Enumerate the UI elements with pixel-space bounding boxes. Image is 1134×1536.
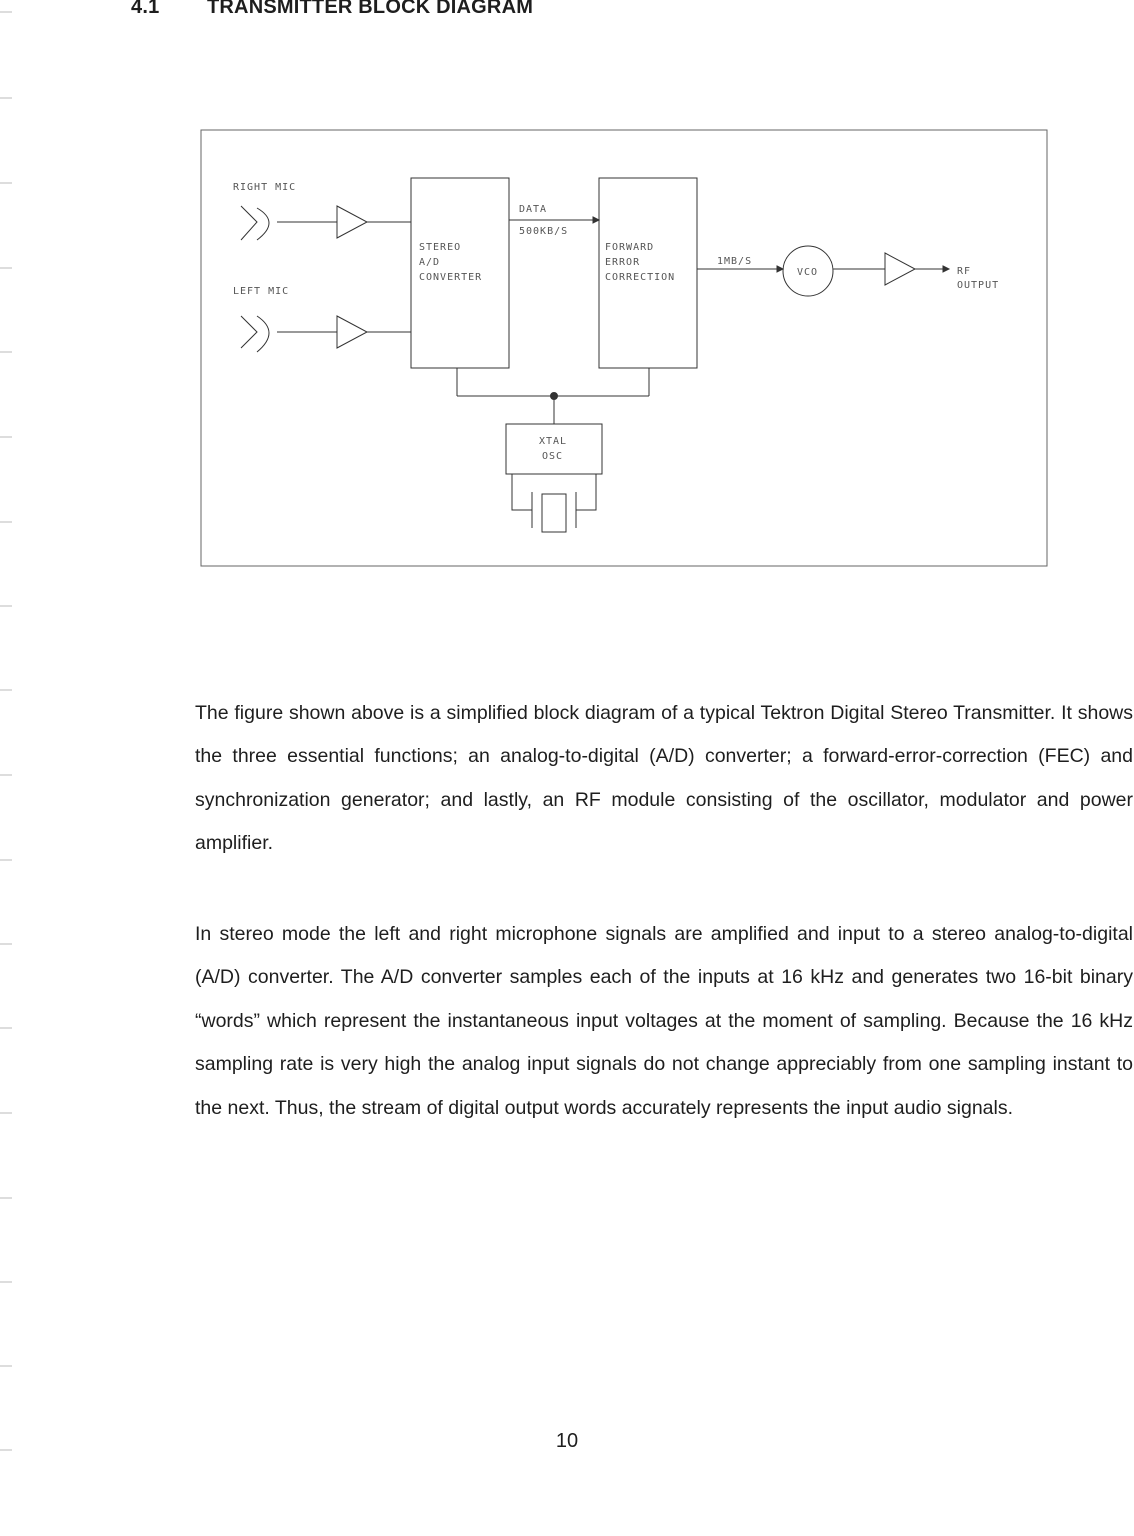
left-mic-label: LEFT MIC — [233, 286, 290, 297]
vco-label: VCO — [797, 267, 819, 278]
section-title: TRANSMITTER BLOCK DIAGRAM — [207, 0, 534, 18]
fec-rate-label: 1MB/S — [717, 256, 753, 267]
fec-label-line3: CORRECTION — [605, 272, 676, 283]
right-mic-label: RIGHT MIC — [233, 182, 297, 193]
diagram-frame — [201, 130, 1047, 566]
block-diagram-svg — [199, 128, 1049, 570]
adc-label-line1: STEREO — [419, 242, 462, 253]
adc-label-line3: CONVERTER — [419, 272, 483, 283]
margin-ticks — [0, 0, 20, 1536]
xtal-label-line2: OSC — [542, 451, 564, 462]
rf-output-label-line2: OUTPUT — [957, 280, 1000, 291]
section-number: 4.1 — [131, 0, 160, 18]
rf-amplifier — [885, 253, 915, 285]
transmitter-block-diagram — [199, 128, 1049, 570]
crystal-symbol — [542, 494, 566, 532]
paragraph-overview: The figure shown above is a simplified block diagram of a typical Tektron Digital Stereo Transmitter. It shows the three essential functions; an analog-to-digital (A/D) converter; a forward-error-correction (FEC) and synchronization generator; and lastly, an RF module consisting of the oscillator, modulator and power amplifier. — [195, 701, 1133, 854]
page-number: 10 — [555, 1430, 579, 1452]
data-label: DATA — [519, 204, 548, 215]
right-amplifier — [337, 206, 367, 238]
left-amplifier — [337, 316, 367, 348]
fec-label-line2: ERROR — [605, 257, 641, 268]
section-heading — [131, 0, 533, 19]
adc-label-line2: A/D — [419, 257, 441, 268]
xtal-label-line1: XTAL — [539, 436, 568, 447]
left-mic-symbol — [241, 316, 269, 352]
right-mic-symbol — [241, 206, 269, 240]
xtal-osc-block — [506, 424, 602, 474]
rf-output-label-line1: RF — [957, 266, 972, 277]
data-rate-label: 500KB/S — [519, 226, 569, 237]
fec-label-line1: FORWARD — [605, 242, 655, 253]
paragraph-stereo-mode: In stereo mode the left and right microphone signals are amplified and input to a stereo analog-to-digital (A/D) converter. The A/D converter samples each of the inputs at 16 kHz and generates two 16-bit binary “words” which represent the instantaneous input voltages at the moment of sampling. Because the 16 kHz sampling rate is very high the analog input signals do not change appreciably from one sampling instant to the next. Thus, the stream of digital output words accurately represents the input audio signals. — [195, 922, 1133, 1119]
